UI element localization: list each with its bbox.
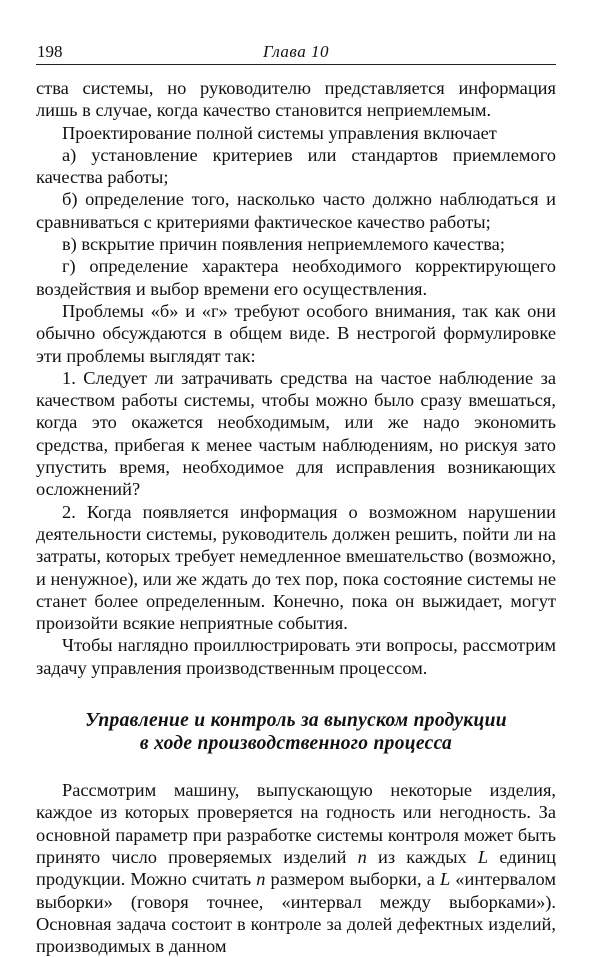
math-var-L: L xyxy=(439,869,451,890)
section-title-line-1: Управление и контроль за выпуском продукции xyxy=(85,710,507,732)
book-page xyxy=(36,40,556,957)
text-run: Рассмотрим машину, выпускающую некоторые изделия, каждое из которых проверяется на годность или негодность. За основной параметр при разработке системы контроля может быть принято число проверяемых изделий xyxy=(36,780,556,867)
paragraph: г) определение характера необходимого корректирующего воздействия и выбор времени его осуществления. xyxy=(36,256,556,299)
section-title xyxy=(36,709,556,755)
section-title-line-2: в ходе производственного процесса xyxy=(139,733,453,755)
paragraph: 2. Когда появляется информация о возможном нарушении деятельности системы, руководитель должен решить, пойти ли на затраты, которых требует немедленное вмешательство (возможно, и ненужное), или же ждать до тех пор, пока состояние системы не станет более определенным. Конечно, пока он выжидает, могут произойти всякие неприятные события. xyxy=(36,501,556,634)
paragraph: б) определение того, насколько часто должно наблюдаться и сравниваться с критериями фактическое качество работы; xyxy=(36,189,556,232)
math-var-n: n xyxy=(256,869,266,890)
paragraph: Проектирование полной системы управления включает xyxy=(62,122,497,143)
paragraph: ства системы, но руководителю представляется информация лишь в случае, когда качество становится неприемлемым. xyxy=(36,78,556,121)
paragraph: в) вскрытие причин появления неприемлемого качества; xyxy=(62,234,505,255)
paragraph-group-top xyxy=(36,77,556,679)
body-text xyxy=(36,77,556,957)
text-run: единиц продукции. Можно считать xyxy=(36,846,556,890)
paragraph: 1. Следует ли затрачивать средства на частое наблюдение за качеством работы системы, чтобы можно было сразу вмешаться, когда это окажется необходимым, или же надо экономить средства, прибегая к менее частым наблюдениям, но рискуя зато упустить время, необходимое для исправления возникающих осложнений? xyxy=(36,367,556,500)
text-run: размером выборки, а xyxy=(265,869,440,890)
paragraph: а) установление критериев или стандартов приемлемого качества работы; xyxy=(36,144,556,188)
chapter-title: Глава 10 xyxy=(263,42,329,61)
text-run: «интервалом выборки» (говоря точнее, «интервал между выборками»). Основная задача состоит в контроле за долей дефектных изделий, производимых в данном xyxy=(36,869,556,957)
math-var-L: L xyxy=(477,846,489,867)
math-var-n: n xyxy=(357,846,367,867)
running-header xyxy=(36,40,556,65)
page-number: 198 xyxy=(37,42,63,61)
text-run: из каждых xyxy=(366,846,478,867)
paragraph-bottom xyxy=(36,779,556,957)
paragraph: Чтобы наглядно проиллюстрировать эти вопросы, рассмотрим задачу управления производственным процессом. xyxy=(36,635,556,678)
paragraph: Проблемы «б» и «г» требуют особого внимания, так как они обычно обсуждаются в общем виде. В нестрогой формулировке эти проблемы выглядят так: xyxy=(36,300,556,366)
